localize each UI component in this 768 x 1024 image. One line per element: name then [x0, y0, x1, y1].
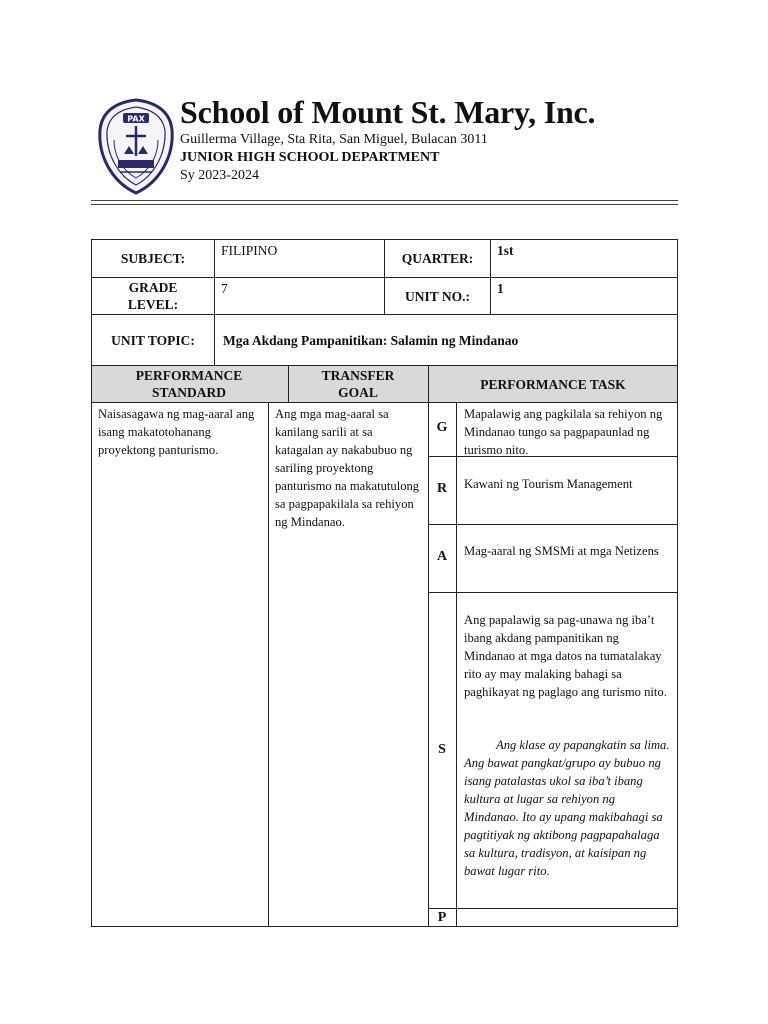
column-divider: [288, 365, 289, 402]
subject-label: SUBJECT:: [120, 251, 186, 266]
unit-topic-value: Mga Akdang Pampanitikan: Salamin ng Mindanao: [223, 332, 519, 348]
header-rule-top: [91, 200, 678, 201]
grasps-situation-italic-text: Ang klase ay papangkatin sa lima. Ang bawat pangkat/grupo ay bubuo ng isang patalastas ukol sa iba’t ibang kultura at lugar sa rehiyon ng Mindanao. Ito ay upang makibahagi sa pagtitiyak ng aktibong pagpapahalaga sa kultura, tradisyon, at kaisipan ng bawat lugar rito.: [464, 738, 670, 878]
column-divider: [268, 402, 269, 927]
grade-level-label: GRADE LEVEL:: [127, 280, 179, 312]
grasps-letter-situation: S: [438, 742, 446, 757]
grasps-letter-goal: G: [436, 420, 448, 435]
column-divider: [428, 365, 429, 927]
performance-standard-text: Naisasagawa ng mag-aaral ang isang makatotohanang proyektong panturismo.: [98, 407, 255, 457]
school-name: School of Mount St. Mary, Inc.: [180, 94, 596, 130]
row-divider: [428, 524, 677, 525]
department-name: JUNIOR HIGH SCHOOL DEPARTMENT: [180, 150, 440, 165]
school-year: Sy 2023-2024: [180, 168, 259, 183]
school-address: Guillerma Village, Sta Rita, San Miguel, Bulacan 3011: [180, 132, 488, 147]
grasps-letter-product: P: [437, 910, 447, 925]
grasps-role-text: Kawani ng Tourism Management: [464, 477, 633, 491]
performance-task-header: PERFORMANCE TASK: [480, 376, 626, 392]
curriculum-table: [91, 239, 678, 927]
performance-standard-header: PERFORMANCE STANDARD: [135, 368, 243, 400]
svg-text:PAX: PAX: [127, 114, 145, 124]
transfer-goal-header: TRANSFER GOAL: [321, 368, 395, 400]
transfer-goal-text: Ang mga mag-aaral sa kanilang sarili at sa katagalan ay nakabubuo ng sariling proyektong panturismo na makatutulong sa pagpapakilala sa rehiyon ng Mindanao.: [275, 407, 420, 529]
grasps-situation-text: Ang papalawig sa pag-unawa ng iba’t ibang akdang pampanitikan ng Mindanao at mga datos na tumatalakay rito ay may malaking bahagi sa paghikayat ng paglago ang turismo nito.: [464, 613, 667, 699]
grade-level-value: 7: [221, 281, 228, 296]
unit-number-label: UNIT NO.:: [404, 288, 470, 304]
row-divider: [428, 592, 677, 593]
quarter-label: QUARTER:: [401, 251, 474, 266]
grasps-audience-text: Mag-aaral ng SMSMi at mga Netizens: [464, 544, 659, 558]
grasps-letter-role: R: [436, 481, 448, 496]
unit-topic-label: UNIT TOPIC:: [111, 332, 195, 348]
quarter-value: 1st: [497, 243, 514, 258]
school-seal-logo: [96, 96, 176, 196]
grasps-goal-text: Mapalawig ang pagkilala sa rehiyon ng Mindanao tungo sa pagpapaunlad ng turismo nito.: [464, 407, 663, 457]
column-divider: [456, 402, 457, 927]
unit-number-value: 1: [497, 281, 504, 296]
subject-value: FILIPINO: [221, 243, 278, 258]
grasps-product-text: [460, 909, 674, 915]
header-rule-bottom: [91, 204, 678, 205]
grasps-letter-audience: A: [436, 549, 448, 564]
